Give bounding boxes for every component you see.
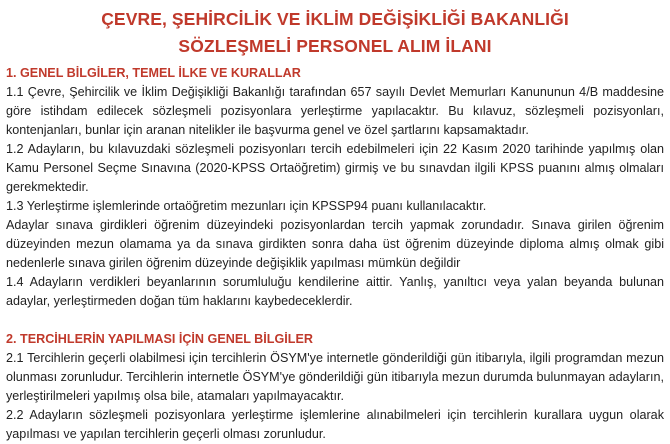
paragraph-1-4: 1.4 Adayların verdikleri beyanlarının sorumluluğu kendilerine aittir. Yanlış, yanıltıcı veya yalan beyanda bulunan adaylar, yerleştirmeden doğan tüm haklarını kaybedeceklerdir. — [6, 275, 664, 308]
section-general-info — [6, 64, 664, 311]
paragraph-1-2: 1.2 Adayların, bu kılavuzdaki sözleşmeli pozisyonları tercih edebilmeleri için 22 Kasım 2020 tarihinde yapılmış olan Kamu Personel Seçme Sınavına (2020-KPSS Ortaöğretim) girmiş ve bu sınavdan ilgili KPSS puanını almış olmaları gerekmektedir. — [6, 142, 664, 194]
paragraph-1-1: 1.1 Çevre, Şehircilik ve İklim Değişikliği Bakanlığı tarafından 657 sayılı Devlet Memurları Kanununun 4/B maddesine göre istihdam edilecek sözleşmeli pozisyonlara yerleştirme yapılacaktır. Bu kılavuz, sözleşmeli pozisyonları, kontenjanları, bunlar için aranan nitelikler ile başvurma genel ve özel şartlarını kapsamaktadır. — [6, 85, 664, 137]
section1-heading: 1. GENEL BİLGİLER, TEMEL İLKE VE KURALLAR — [6, 66, 301, 80]
document-title-line1: ÇEVRE, ŞEHİRCİLİK VE İKLİM DEĞİŞİKLİĞİ BAKANLIĞI — [101, 9, 569, 29]
paragraph-2-1: 2.1 Tercihlerin geçerli olabilmesi için tercihlerin ÖSYM'ye internetle gönderildiği gün itibarıyla, ilgili programdan mezun olunması zorunludur. Tercihlerin internetle ÖSYM'ye gönderildiği gün itibarıyla mezun durumda bulunmayan adayların, yerleştirilmeleri yapılmış olsa bile, atamaları yapılmayacaktır. — [6, 351, 664, 403]
paragraph-1-3-note: Adaylar sınava girdikleri öğrenim düzeyindeki pozisyonlardan tercih yapmak zorundadır. Sınava girilen öğrenim düzeyinden mezun olamama ya da sınava girdikten sonra daha üst öğrenim düzeyinde diploma almış olmak gibi nedenlerle sınava girilen öğrenim düzeyinde değişiklik yapılması mümkün değildir — [6, 218, 664, 270]
section-spacer — [6, 311, 664, 330]
section-preferences — [6, 330, 664, 444]
section2-heading: 2. TERCİHLERİN YAPILMASI İÇİN GENEL BİLGİLER — [6, 332, 313, 346]
document-title-line2: SÖZLEŞMELİ PERSONEL ALIM İLANI — [178, 36, 492, 56]
paragraph-2-2: 2.2 Adayların sözleşmeli pozisyonlara yerleştirme işlemlerine alınabilmeleri için tercihlerin kurallara uygun olarak yapılması ve yapılan tercihlerin geçerli olması zorunludur. — [6, 408, 664, 441]
paragraph-1-3: 1.3 Yerleştirme işlemlerinde ortaöğretim mezunları için KPSSP94 puanı kullanılacaktır. — [6, 199, 487, 213]
